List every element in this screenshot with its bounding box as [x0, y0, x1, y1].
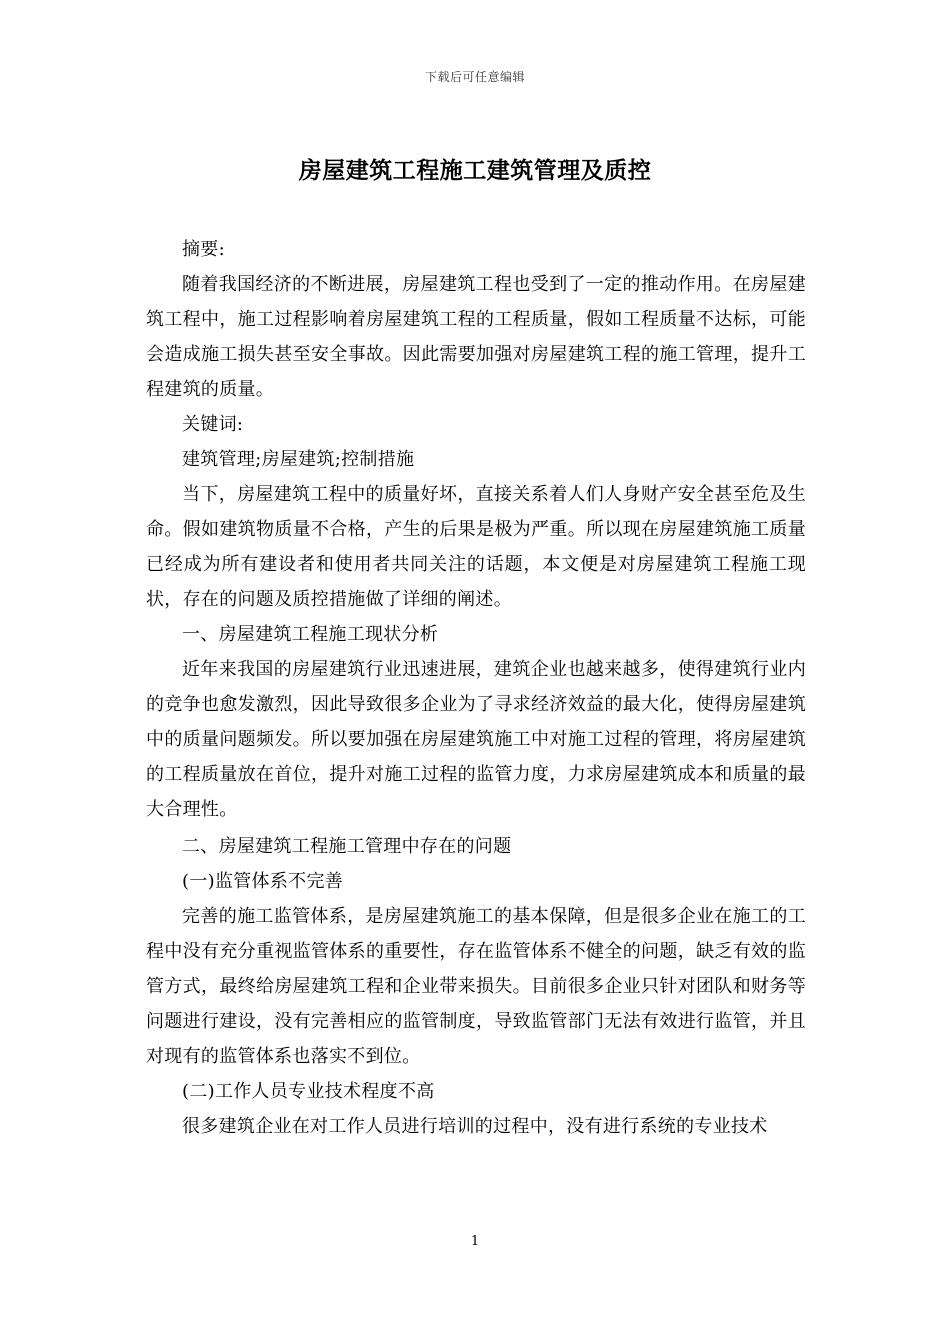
keywords-heading: 关键词:: [182, 414, 244, 435]
abstract-heading: 摘要:: [182, 239, 225, 260]
subsection-2-1-paragraph: 完善的施工监管体系，是房屋建筑施工的基本保障，但是很多企业在施工的工程中没有充分重视监管体系的重要性，存在监管体系不健全的问题，缺乏有效的监管方式，最终给房屋建筑工程和企业带来损失。目前很多企业只针对团队和财务等问题进行建设，没有完善相应的监管制度，导致监管部门无法有效进行监管，并且对现有的监管体系也落实不到位。: [146, 906, 806, 1067]
section-1-paragraph: 近年来我国的房屋建筑行业迅速进展，建筑企业也越来越多，使得建筑行业内的竞争也愈发激烈，因此导致很多企业为了寻求经济效益的最大化，使得房屋建筑中的质量问题频发。所以要加强在房屋建筑施工中对施工过程的管理，将房屋建筑的工程质量放在首位，提升对施工过程的监管力度，力求房屋建筑成本和质量的最大合理性。: [146, 659, 806, 820]
page-number: 1: [470, 1234, 480, 1249]
keywords-text: 建筑管理;房屋建筑;控制措施: [182, 449, 415, 470]
document-body: [146, 232, 806, 1144]
document-title: 房屋建筑工程施工建筑管理及质控: [298, 157, 652, 184]
section-heading-1: 一、房屋建筑工程施工现状分析: [182, 624, 439, 645]
header-note: 下载后可任意编辑: [424, 70, 525, 84]
subsection-heading-2-2: (二)工作人员专业技术程度不高: [182, 1081, 435, 1102]
section-heading-2: 二、房屋建筑工程施工管理中存在的问题: [182, 836, 512, 857]
abstract-paragraph: 随着我国经济的不断进展，房屋建筑工程也受到了一定的推动作用。在房屋建筑工程中，施工过程影响着房屋建筑工程的工程质量，假如工程质量不达标，可能会造成施工损失甚至安全事故。因此需要加强对房屋建筑工程的施工管理，提升工程建筑的质量。: [146, 274, 806, 400]
subsection-2-2-paragraph: 很多建筑企业在对工作人员进行培训的过程中，没有进行系统的专业技术: [182, 1116, 768, 1137]
intro-paragraph: 当下，房屋建筑工程中的质量好坏，直接关系着人们人身财产安全甚至危及生命。假如建筑物质量不合格，产生的后果是极为严重。所以现在房屋建筑施工质量已经成为所有建设者和使用者共同关注的话题，本文便是对房屋建筑工程施工现状，存在的问题及质控措施做了详细的阐述。: [146, 484, 806, 610]
subsection-heading-2-1: (一)监管体系不完善: [182, 871, 344, 892]
